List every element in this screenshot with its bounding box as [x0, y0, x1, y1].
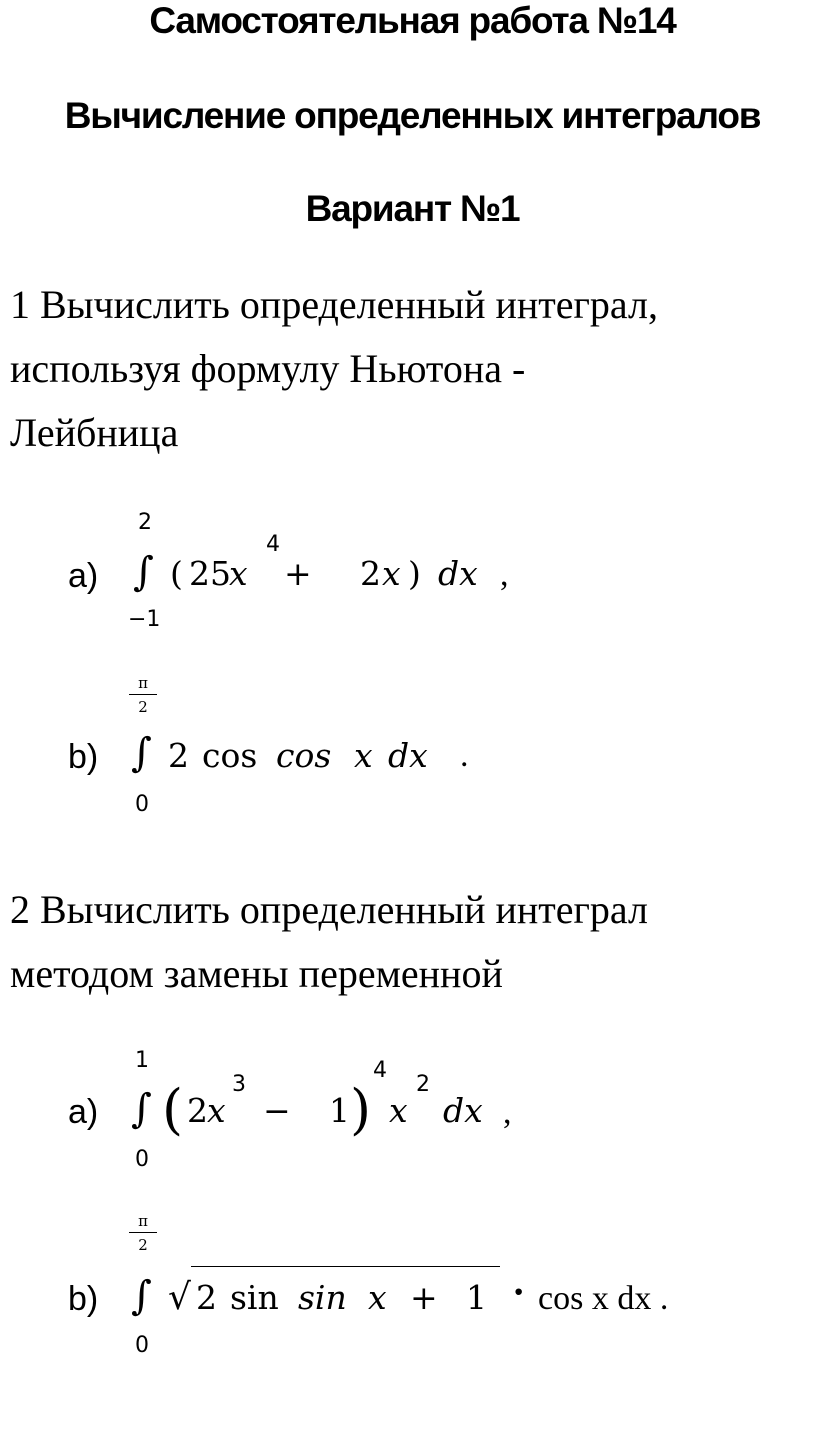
task2-statement — [10, 878, 648, 1006]
task2a-one: 1 — [329, 1091, 350, 1130]
task2a-exponent-outer: 4 — [373, 1058, 387, 1083]
task1b-fn-italic: cos — [276, 736, 332, 775]
task1b-var: x — [354, 736, 373, 775]
task2a-lparen: ( — [162, 1078, 184, 1141]
radical-overline — [191, 1266, 500, 1267]
task1b-upper-numerator: π — [138, 674, 148, 692]
task2b-lower-limit: 0 — [135, 1333, 149, 1358]
task1b-end: . — [460, 737, 469, 774]
task2a-label: a) — [68, 1093, 99, 1131]
task2a-end: , — [503, 1094, 512, 1131]
task1b-upper-denominator: 2 — [138, 698, 148, 716]
task2-line-2: методом замены переменной — [10, 951, 503, 996]
task2b-tail: cos x dx . — [538, 1280, 669, 1317]
task1-line-1: 1 Вычислить определенный интеграл, — [10, 282, 658, 327]
task1b-label: b) — [68, 738, 99, 776]
fraction-bar — [129, 694, 157, 695]
page-title: Самостоятельная работа №14 — [149, 0, 676, 41]
multiply-dot: · — [512, 1269, 526, 1314]
task1a-plus: + — [284, 554, 312, 593]
task1a-term2: 2 — [360, 554, 381, 593]
task2a-dx: dx — [443, 1091, 483, 1130]
task2-line-1: 2 Вычислить определенный интеграл — [10, 887, 648, 932]
task1b-fn: cos — [202, 736, 258, 775]
task1-line-3: Лейбница — [10, 410, 179, 455]
task1b-lower-limit: 0 — [135, 792, 149, 817]
task1a-coef: 25 — [189, 554, 231, 593]
task2b-upper-numerator: π — [138, 1212, 148, 1230]
task2a-rparen: ) — [350, 1078, 372, 1141]
task2b-integral-sign: ∫ — [131, 1273, 152, 1319]
task2b-plus: + — [410, 1278, 438, 1317]
task2a-exponent-inner: 3 — [232, 1072, 246, 1097]
task1b-upper-limit — [129, 674, 157, 716]
task1a-upper-limit: 2 — [138, 510, 152, 535]
task2a-coef: 2 — [187, 1091, 208, 1130]
variant-heading: Вариант №1 — [305, 188, 520, 229]
fraction-bar — [129, 1232, 157, 1233]
task1a-var: x — [229, 554, 248, 593]
task2b-fn: sin — [230, 1278, 279, 1317]
task1a-label: a) — [68, 557, 99, 595]
task2b-upper-denominator: 2 — [138, 1236, 148, 1254]
task2a-exponent2: 2 — [416, 1072, 430, 1097]
task1a-integral-sign: ∫ — [133, 549, 154, 595]
task2a-minus: − — [263, 1091, 291, 1130]
task1b-dx: dx — [388, 736, 428, 775]
task2a-upper-limit: 1 — [135, 1048, 149, 1073]
task1b-integral-sign: ∫ — [131, 730, 152, 776]
task2b-label: b) — [68, 1280, 99, 1318]
task2b-var: x — [368, 1278, 387, 1317]
task2a-var2: x — [389, 1091, 408, 1130]
radical-icon: √ — [168, 1277, 191, 1318]
task1a-rparen: ) — [408, 554, 421, 593]
task2b-upper-limit — [129, 1212, 157, 1254]
page-subtitle: Вычисление определенных интегралов — [64, 95, 761, 136]
task1b-coef: 2 — [168, 736, 189, 775]
task2b-fn-italic: sin — [298, 1278, 347, 1317]
task1-line-2: используя формулу Ньютона - — [10, 346, 526, 391]
task2b-one: 1 — [466, 1278, 487, 1317]
task2a-lower-limit: 0 — [135, 1147, 149, 1172]
task2a-var: x — [207, 1091, 226, 1130]
task2b-coef: 2 — [196, 1278, 217, 1317]
task1a-var2: x — [382, 554, 401, 593]
task1-statement — [10, 273, 658, 465]
task1a-exponent: 4 — [266, 532, 280, 557]
task1a-lparen: ( — [170, 554, 183, 593]
task1a-end: , — [500, 556, 509, 593]
task1a-lower-limit: −1 — [128, 607, 161, 632]
task1a-dx: dx — [438, 554, 478, 593]
task2a-integral-sign: ∫ — [131, 1086, 152, 1132]
